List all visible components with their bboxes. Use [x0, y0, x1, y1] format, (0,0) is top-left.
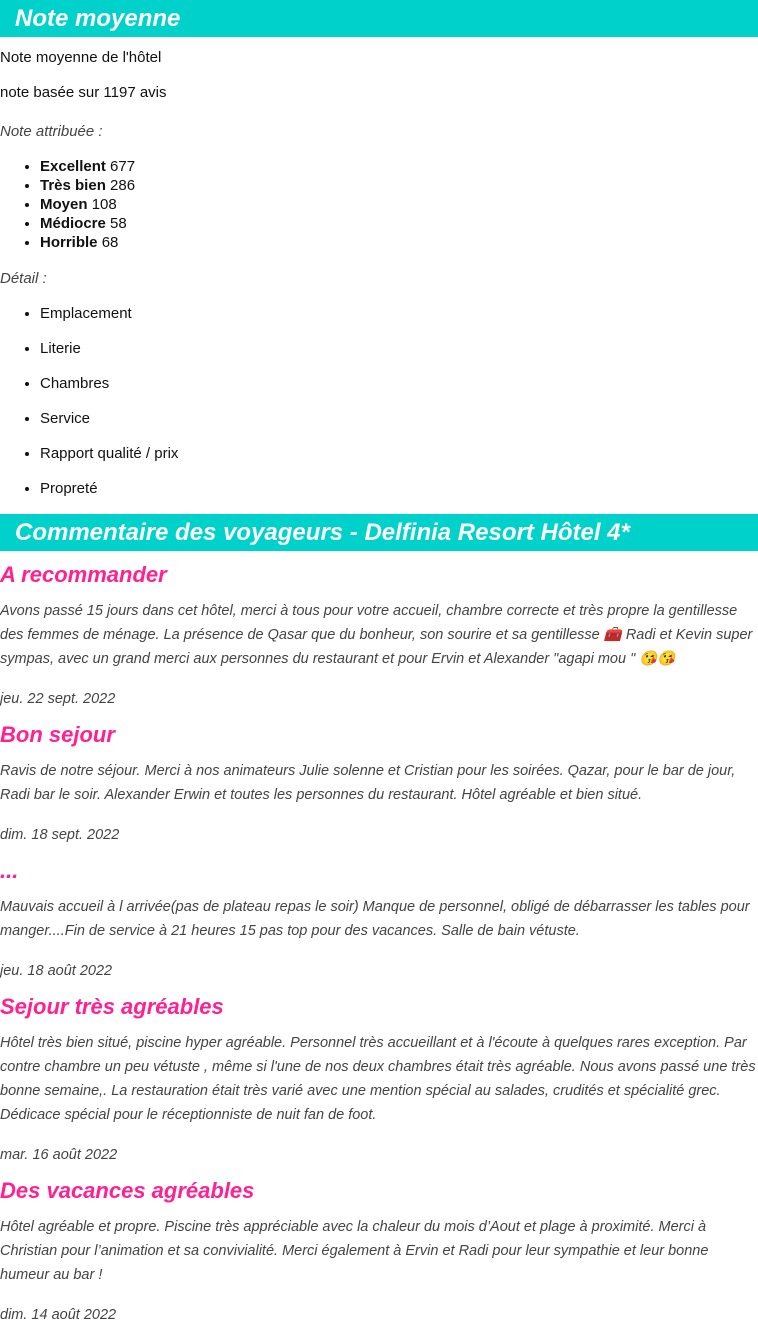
- review-date: dim. 14 août 2022: [0, 1307, 117, 1323]
- rating-label: Médiocre: [40, 215, 106, 232]
- rating-label: Horrible: [40, 234, 98, 251]
- rating-item: [40, 157, 758, 176]
- review: [0, 551, 758, 711]
- review-title: A recommander: [0, 562, 167, 587]
- review-count: note basée sur 1197 avis: [0, 84, 167, 101]
- details-list: [0, 296, 758, 506]
- review-date: jeu. 18 août 2022: [0, 963, 113, 979]
- detail-item: • Propreté: [40, 471, 758, 506]
- rating-count: 58: [110, 215, 127, 232]
- rating-count: 677: [110, 158, 136, 175]
- review: [0, 711, 758, 847]
- review: [0, 983, 758, 1167]
- detail-item: • Rapport qualité / prix: [40, 436, 758, 471]
- rating-count: 68: [101, 234, 119, 251]
- detail-item: • Service: [40, 401, 758, 436]
- summary-subtitle: Note moyenne de l'hôtel: [0, 49, 162, 66]
- detail-item: • Emplacement: [40, 296, 758, 331]
- detail-item: • Chambres: [40, 366, 758, 401]
- review-body: Hôtel agréable et propre. Piscine très appréciable avec la chaleur du mois d’Aout et plage à proximité. Merci à Christian pour l’animation et sa convivialité. Merci également à Ervin et Radi pour leur sympathie et leur bonne humeur au bar !: [0, 1219, 709, 1283]
- rating-label: Excellent: [40, 158, 106, 175]
- review-date: jeu. 22 sept. 2022: [0, 691, 116, 707]
- reviews-header: Commentaire des voyageurs - Delfinia Resort Hôtel 4*: [0, 514, 758, 551]
- summary-header: Note moyenne: [0, 0, 758, 37]
- review-date: dim. 18 sept. 2022: [0, 827, 120, 843]
- review: [0, 847, 758, 983]
- rating-item: [40, 233, 758, 252]
- review-title: Bon sejour: [0, 722, 115, 747]
- review: [0, 1167, 758, 1327]
- rating-count: 108: [91, 196, 117, 213]
- rating-count: 286: [110, 177, 136, 194]
- review-body: Mauvais accueil à l arrivée(pas de plateau repas le soir) Manque de personnel, obligé de débarrasser les tables pour manger....Fin de service à 21 heures 15 pas top pour des vacances. Salle de bain vétuste.: [0, 899, 750, 939]
- review-body: Hôtel très bien situé, piscine hyper agréable. Personnel très accueillant et à l'écoute à quelques rares exception. Par contre chambre un peu vétuste , même si l'une de nos deux chambres était très agréable. Nous avons passé une très bonne semaine,. La restauration était très varié avec une mention spécial au salades, crudités et spécialité grec. Dédicace spécial pour le réceptionniste de nuit fan de foot.: [0, 1035, 756, 1123]
- detail-item: • Literie: [40, 331, 758, 366]
- review-title: Sejour très agréables: [0, 994, 224, 1019]
- ratings-label: Note attribuée :: [0, 123, 103, 140]
- rating-label: Moyen: [40, 196, 88, 213]
- rating-item: [40, 195, 758, 214]
- review-title: Des vacances agréables: [0, 1178, 255, 1203]
- rating-item: [40, 214, 758, 233]
- review-body: Avons passé 15 jours dans cet hôtel, merci à tous pour votre accueil, chambre correcte et très propre la gentillesse des femmes de ménage. La présence de Qasar que du bonheur, son sourire et sa gentillesse 🧰 Radi et Kevin super sympas, avec un grand merci aux personnes du restaurant et pour Ervin et Alexander "agapi mou " 😘😘: [0, 603, 753, 667]
- detail-label: Détail :: [0, 270, 47, 287]
- rating-label: Très bien: [40, 177, 106, 194]
- rating-item: [40, 176, 758, 195]
- review-title: ...: [0, 858, 19, 883]
- review-body: Ravis de notre séjour. Merci à nos animateurs Julie solenne et Cristian pour les soirées. Qazar, pour le bar de jour, Radi bar le soir. Alexander Erwin et toutes les personnes du restaurant. Hôtel agréable et bien situé.: [0, 763, 736, 803]
- review-date: mar. 16 août 2022: [0, 1147, 118, 1163]
- ratings-list: [0, 157, 758, 252]
